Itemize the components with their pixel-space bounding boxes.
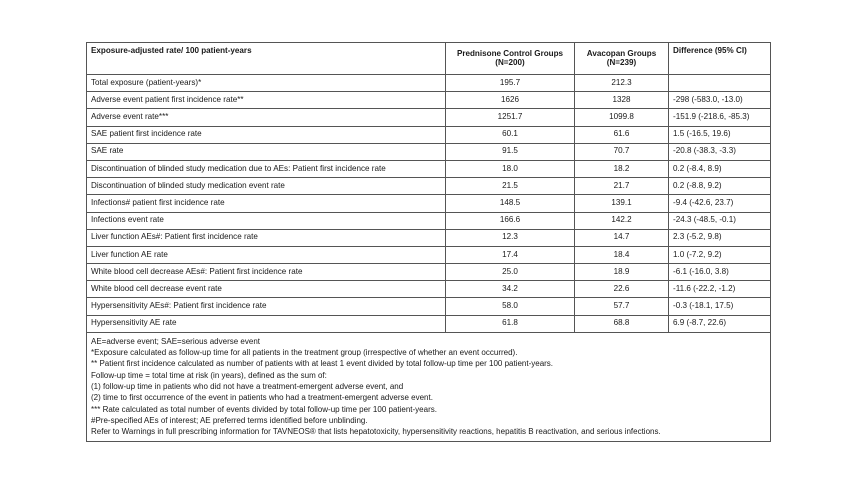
row-prednisone-value: 195.7 xyxy=(446,75,575,92)
row-difference-value: -24.3 (-48.5, -0.1) xyxy=(669,212,771,229)
row-difference-value: 1.0 (-7.2, 9.2) xyxy=(669,246,771,263)
table-body xyxy=(87,75,771,442)
footnote-line: ** Patient first incidence calculated as number of patients with at least 1 event divided by total follow-up time per 100 patient-years. xyxy=(91,359,554,369)
row-label: Total exposure (patient-years)* xyxy=(87,75,446,92)
row-difference-value: -6.1 (-16.0, 3.8) xyxy=(669,264,771,281)
footnote-line: #Pre-specified AEs of interest; AE preferred terms identified before unblinding. xyxy=(91,415,368,425)
table-row xyxy=(87,298,771,315)
row-prednisone-value: 61.8 xyxy=(446,315,575,332)
row-label: Hypersensitivity AEs#: Patient first incidence rate xyxy=(87,298,446,315)
row-prednisone-value: 17.4 xyxy=(446,246,575,263)
row-avacopan-value: 18.4 xyxy=(575,246,669,263)
row-difference-value: -151.9 (-218.6, -85.3) xyxy=(669,109,771,126)
row-label: White blood cell decrease event rate xyxy=(87,281,446,298)
row-difference-value: 2.3 (-5.2, 9.8) xyxy=(669,229,771,246)
row-avacopan-value: 1328 xyxy=(575,92,669,109)
footnote-line: (2) time to first occurrence of the event in patients who had a treatment-emergent adverse event. xyxy=(91,393,433,403)
row-difference-value xyxy=(669,75,771,92)
header-avacopan-n: (N=239) xyxy=(606,57,637,67)
table-row xyxy=(87,315,771,332)
row-label: Liver function AEs#: Patient first incidence rate xyxy=(87,229,446,246)
footnote-line: *** Rate calculated as total number of events divided by total follow-up time per 100 patient-years. xyxy=(91,404,437,414)
row-avacopan-value: 68.8 xyxy=(575,315,669,332)
row-label: White blood cell decrease AEs#: Patient first incidence rate xyxy=(87,264,446,281)
row-prednisone-value: 34.2 xyxy=(446,281,575,298)
header-prednisone xyxy=(446,43,575,75)
row-avacopan-value: 18.2 xyxy=(575,160,669,177)
row-avacopan-value: 57.7 xyxy=(575,298,669,315)
footnotes-cell xyxy=(87,332,771,442)
row-difference-value: 0.2 (-8.8, 9.2) xyxy=(669,178,771,195)
row-label: SAE rate xyxy=(87,143,446,160)
row-prednisone-value: 1251.7 xyxy=(446,109,575,126)
footnote-line: (1) follow-up time in patients who did not have a treatment-emergent adverse event, and xyxy=(91,382,404,391)
table-row xyxy=(87,126,771,143)
header-prednisone-label: Prednisone Control Groups xyxy=(456,48,564,58)
row-prednisone-value: 21.5 xyxy=(446,178,575,195)
row-avacopan-value: 139.1 xyxy=(575,195,669,212)
table-row xyxy=(87,264,771,281)
table-row xyxy=(87,195,771,212)
row-prednisone-value: 148.5 xyxy=(446,195,575,212)
adverse-events-table-container xyxy=(86,42,770,442)
table-row xyxy=(87,143,771,160)
row-difference-value: 0.2 (-8.4, 8.9) xyxy=(669,160,771,177)
table-row xyxy=(87,75,771,92)
table-row xyxy=(87,281,771,298)
header-avacopan xyxy=(575,43,669,75)
footnote-line: Follow-up time = total time at risk (in years), defined as the sum of: xyxy=(91,370,327,380)
row-label: Adverse event patient first incidence rate** xyxy=(87,92,446,109)
row-avacopan-value: 70.7 xyxy=(575,143,669,160)
row-prednisone-value: 60.1 xyxy=(446,126,575,143)
header-row xyxy=(87,43,771,75)
table-row xyxy=(87,178,771,195)
table-row xyxy=(87,160,771,177)
table-row xyxy=(87,246,771,263)
row-prednisone-value: 58.0 xyxy=(446,298,575,315)
row-prednisone-value: 25.0 xyxy=(446,264,575,281)
table-row xyxy=(87,212,771,229)
row-difference-value: 6.9 (-8.7, 22.6) xyxy=(669,315,771,332)
row-label: Liver function AE rate xyxy=(87,246,446,263)
row-avacopan-value: 61.6 xyxy=(575,126,669,143)
row-prednisone-value: 12.3 xyxy=(446,229,575,246)
row-difference-value: -9.4 (-42.6, 23.7) xyxy=(669,195,771,212)
row-label: Discontinuation of blinded study medication due to AEs: Patient first incidence rate xyxy=(87,160,446,177)
row-avacopan-value: 21.7 xyxy=(575,178,669,195)
row-avacopan-value: 22.6 xyxy=(575,281,669,298)
row-avacopan-value: 1099.8 xyxy=(575,109,669,126)
row-label: Discontinuation of blinded study medication event rate xyxy=(87,178,446,195)
header-difference: Difference (95% CI) xyxy=(669,43,771,75)
table-row xyxy=(87,109,771,126)
row-prednisone-value: 166.6 xyxy=(446,212,575,229)
row-avacopan-value: 212.3 xyxy=(575,75,669,92)
row-avacopan-value: 18.9 xyxy=(575,264,669,281)
row-label: Hypersensitivity AE rate xyxy=(87,315,446,332)
row-difference-value: -11.6 (-22.2, -1.2) xyxy=(669,281,771,298)
footnote-line: *Exposure calculated as follow-up time for all patients in the treatment group (irrespective of whether an event occurred). xyxy=(91,348,518,358)
row-difference-value: 1.5 (-16.5, 19.6) xyxy=(669,126,771,143)
row-avacopan-value: 14.7 xyxy=(575,229,669,246)
row-prednisone-value: 18.0 xyxy=(446,160,575,177)
table-row xyxy=(87,229,771,246)
row-difference-value: -20.8 (-38.3, -3.3) xyxy=(669,143,771,160)
row-difference-value: -298 (-583.0, -13.0) xyxy=(669,92,771,109)
header-prednisone-n: (N=200) xyxy=(495,57,525,67)
row-label: Infections# patient first incidence rate xyxy=(87,195,446,212)
row-prednisone-value: 91.5 xyxy=(446,143,575,160)
notes-row xyxy=(87,332,771,442)
row-label: Adverse event rate*** xyxy=(87,109,446,126)
row-label: Infections event rate xyxy=(87,212,446,229)
footnote-line: Refer to Warnings in full prescribing information for TAVNEOS® that lists hepatotoxicity, hypersensitivity reactions, hepatitis B reactivation, and serious infections. xyxy=(91,427,661,437)
row-avacopan-value: 142.2 xyxy=(575,212,669,229)
table-header xyxy=(87,43,771,75)
header-metric: Exposure-adjusted rate/ 100 patient-years xyxy=(87,43,446,75)
table-row xyxy=(87,92,771,109)
header-avacopan-label: Avacopan Groups xyxy=(586,48,657,58)
row-label: SAE patient first incidence rate xyxy=(87,126,446,143)
row-prednisone-value: 1626 xyxy=(446,92,575,109)
adverse-events-table xyxy=(86,42,771,442)
row-difference-value: -0.3 (-18.1, 17.5) xyxy=(669,298,771,315)
footnote-line: AE=adverse event; SAE=serious adverse event xyxy=(91,336,260,346)
